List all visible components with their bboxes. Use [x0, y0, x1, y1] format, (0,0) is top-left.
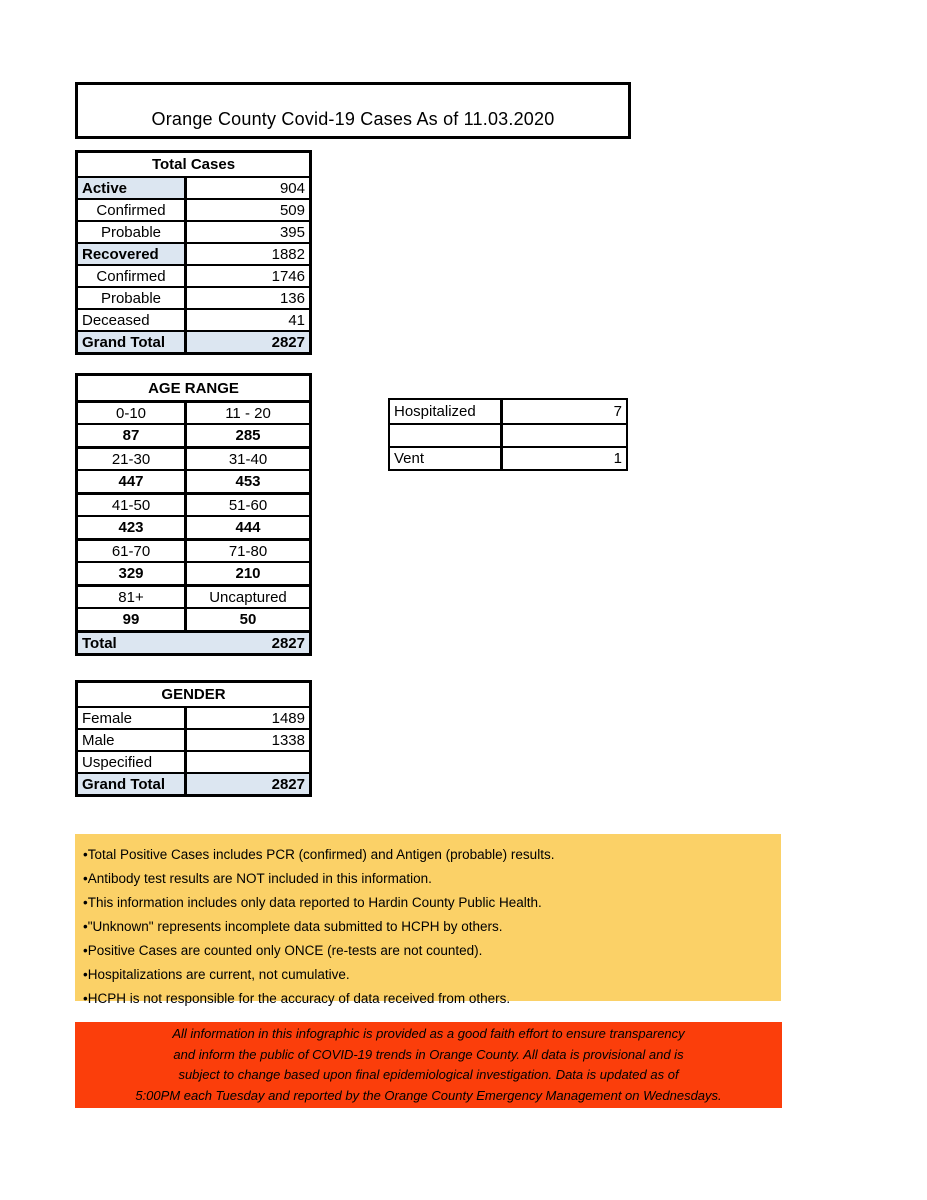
age-count: 285 [184, 425, 309, 446]
age-count-row [78, 607, 309, 630]
age-count: 447 [118, 473, 144, 490]
age-range-table [75, 373, 312, 656]
note-item: •Antibody test results are NOT included in this information. [83, 871, 432, 886]
age-bracket: 11 - 20 [184, 403, 309, 423]
table-row [390, 400, 626, 423]
table-row [78, 286, 309, 308]
title-box [75, 82, 631, 139]
row-label: Deceased [82, 311, 150, 329]
row-label [390, 425, 500, 446]
disclaimer-panel [75, 1022, 782, 1108]
page-title: Orange County Covid-19 Cases As of 11.03.2020 [151, 109, 555, 129]
age-count: 50 [184, 609, 309, 630]
age-bracket: 81+ [118, 588, 144, 606]
table-row [390, 423, 626, 446]
row-label: Male [82, 731, 115, 749]
age-count-row [78, 423, 309, 446]
age-count-row [78, 469, 309, 492]
row-value: 1882 [184, 244, 309, 264]
age-label-row [78, 492, 309, 515]
row-label: Probable [100, 289, 162, 307]
age-count-row [78, 515, 309, 538]
row-label: Probable [100, 223, 162, 241]
table-row [78, 242, 309, 264]
total-label: Total [82, 634, 117, 652]
note-item: •Hospitalizations are current, not cumulative. [83, 967, 350, 982]
row-value: 41 [184, 310, 309, 330]
gender-table [75, 680, 312, 797]
table-row [78, 176, 309, 198]
row-value: 509 [184, 200, 309, 220]
row-label: Vent [394, 450, 425, 467]
age-bracket: 0-10 [115, 404, 147, 422]
row-label: Confirmed [96, 267, 166, 285]
table-row [78, 330, 309, 352]
row-label: Grand Total [78, 774, 184, 794]
disclaimer-line: All information in this infographic is provided as a good faith effort to ensure transparency [172, 1026, 685, 1041]
row-label: Hospitalized [394, 403, 476, 420]
table-row [78, 706, 309, 728]
age-count: 423 [118, 519, 144, 536]
row-label: Grand Total [78, 332, 184, 352]
row-value: 136 [184, 288, 309, 308]
disclaimer-line: 5:00PM each Tuesday and reported by the Orange County Emergency Management on Wednesdays. [135, 1087, 722, 1103]
age-bracket: 71-80 [184, 541, 309, 561]
age-total-row [78, 630, 309, 653]
row-value: 1338 [184, 730, 309, 750]
table-row [78, 220, 309, 242]
note-item: •This information includes only data reported to Hardin County Public Health. [83, 895, 542, 910]
age-bracket: 51-60 [184, 495, 309, 515]
age-bracket: 21-30 [111, 450, 151, 468]
age-count: 99 [122, 611, 140, 628]
table-row [390, 446, 626, 469]
table-title: Total Cases [151, 156, 236, 173]
age-count: 444 [184, 517, 309, 538]
age-label-row [78, 400, 309, 423]
total-value: 2827 [271, 634, 305, 652]
row-value: 1489 [184, 708, 309, 728]
disclaimer-line: and inform the public of COVID-19 trends in Orange County. All data is provisional and is [173, 1046, 684, 1062]
table-row [78, 750, 309, 772]
row-label: Confirmed [96, 201, 166, 219]
row-value: 2827 [184, 774, 309, 794]
disclaimer-line: subject to change based upon final epidemiological investigation. Data is updated as of [178, 1067, 679, 1082]
gender-header [78, 683, 309, 706]
note-item: •Positive Cases are counted only ONCE (re-tests are not counted). [83, 943, 483, 958]
age-bracket: 31-40 [184, 449, 309, 469]
age-count: 87 [122, 427, 140, 444]
row-value [184, 752, 309, 772]
total-cases-header [78, 153, 309, 176]
table-row [78, 728, 309, 750]
note-item: •Total Positive Cases includes PCR (confirmed) and Antigen (probable) results. [83, 847, 555, 862]
note-item: •HCPH is not responsible for the accuracy of data received from others. [83, 991, 511, 1006]
total-cases-table [75, 150, 312, 355]
row-label: Female [82, 709, 133, 727]
row-label: Recovered [78, 244, 184, 264]
age-label-row [78, 584, 309, 607]
age-range-header [78, 376, 309, 400]
table-title: GENDER [161, 686, 226, 703]
note-item: •"Unknown" represents incomplete data submitted to HCPH by others. [83, 919, 503, 934]
row-label: Uspecified [82, 753, 153, 771]
age-label-row [78, 538, 309, 561]
row-value: 7 [500, 400, 626, 423]
hospital-table [388, 398, 628, 471]
table-title: AGE RANGE [148, 379, 239, 397]
row-value [500, 425, 626, 446]
table-row [78, 264, 309, 286]
age-count: 453 [184, 471, 309, 492]
age-count: 210 [184, 563, 309, 584]
row-value: 1746 [184, 266, 309, 286]
row-value: 2827 [184, 332, 309, 352]
notes-panel [75, 834, 781, 1006]
row-label: Active [78, 178, 184, 198]
table-row [78, 198, 309, 220]
table-row [78, 308, 309, 330]
row-value: 1 [500, 448, 626, 469]
row-value: 395 [184, 222, 309, 242]
age-bracket: Uncaptured [184, 587, 309, 607]
age-count-row [78, 561, 309, 584]
age-bracket: 41-50 [111, 496, 151, 514]
age-label-row [78, 446, 309, 469]
row-value: 904 [184, 178, 309, 198]
age-bracket: 61-70 [111, 542, 151, 560]
table-row [78, 772, 309, 794]
age-count: 329 [118, 565, 144, 582]
